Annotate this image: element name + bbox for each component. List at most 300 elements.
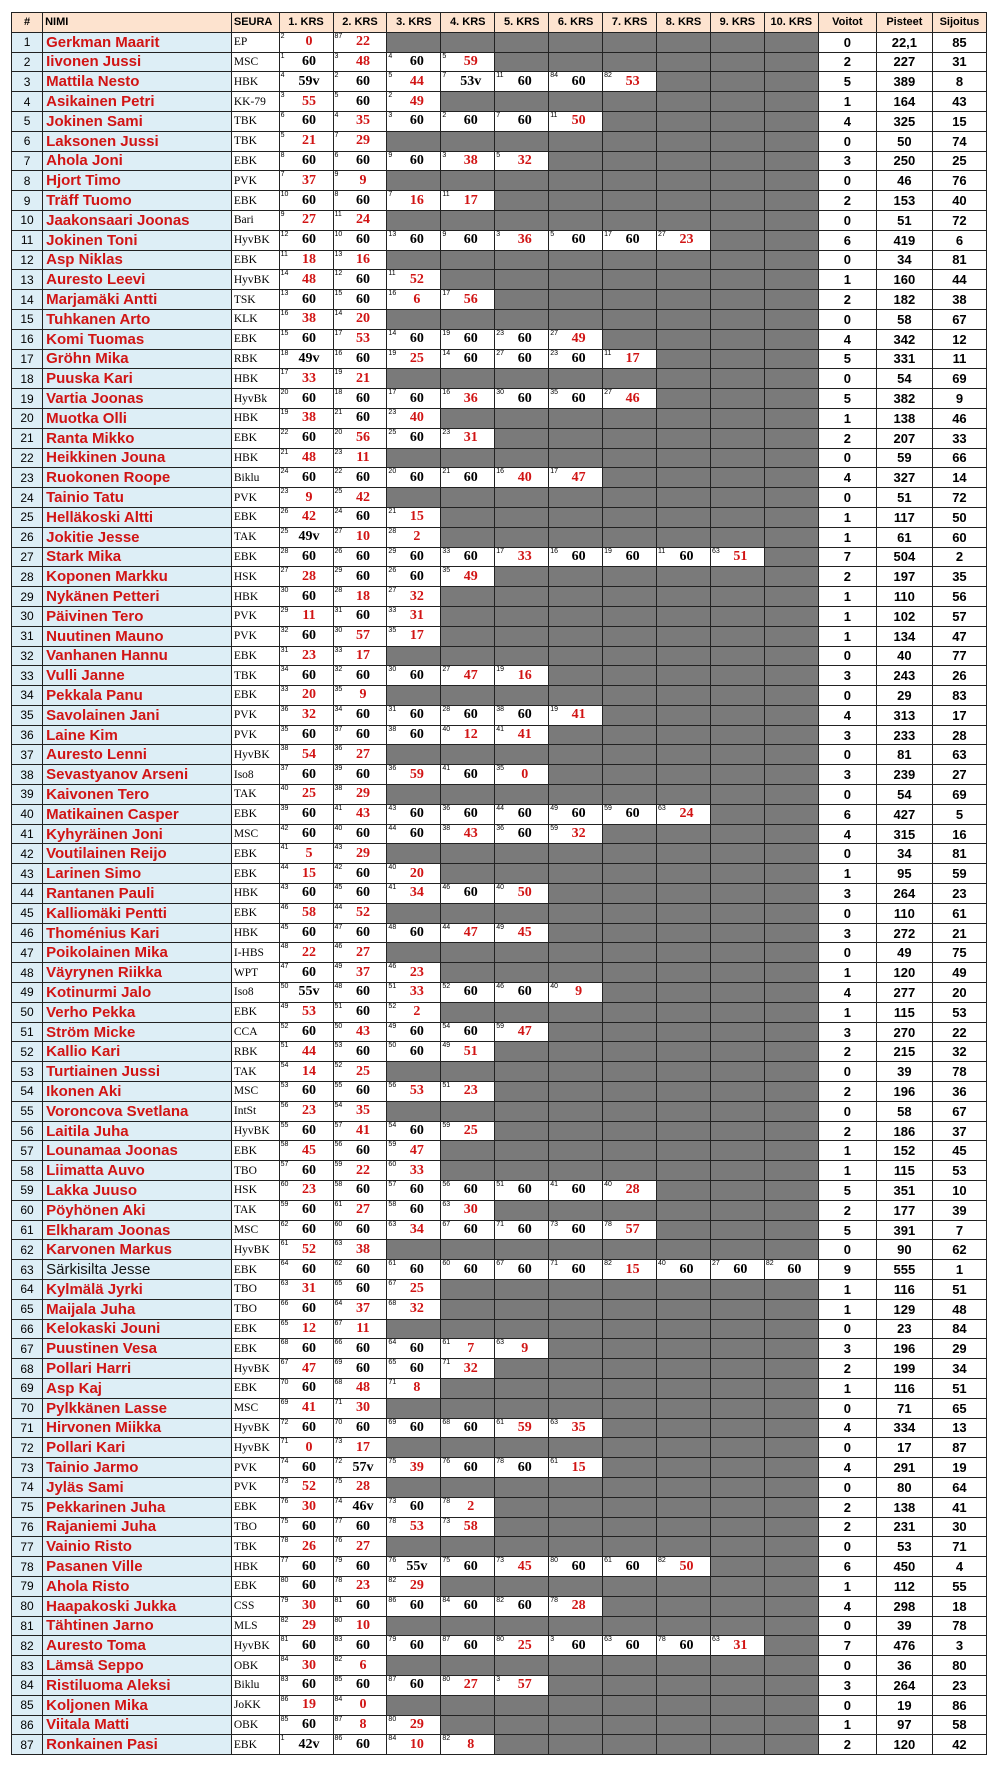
round-points: 51: [733, 548, 748, 564]
round-7-cell: [603, 408, 657, 428]
round-9-cell: [710, 1458, 764, 1478]
round-points: 55v: [298, 984, 320, 1000]
player-name: Kallio Kari: [43, 1042, 232, 1062]
round-8-cell: [657, 1359, 711, 1379]
opponent-number: 23: [496, 329, 505, 337]
round-6-cell: [549, 309, 603, 329]
player-club: RBK: [231, 1042, 279, 1062]
round-7-cell: [603, 547, 657, 567]
opponent-number: 31: [388, 705, 397, 713]
opponent-number: 78: [388, 1517, 397, 1525]
final-placing: 56: [932, 587, 986, 607]
row-number: 10: [12, 210, 43, 230]
header-round-3: 3. KRS: [387, 13, 441, 33]
round-1-cell: [279, 1121, 333, 1141]
round-6-cell: [549, 686, 603, 706]
round-7-cell: [603, 171, 657, 191]
round-6-cell: [549, 52, 603, 72]
round-points: 60: [409, 1360, 424, 1376]
round-2-cell: [333, 1616, 387, 1636]
wins-count: 2: [818, 1042, 876, 1062]
row-number: 7: [12, 151, 43, 171]
round-6-cell: [549, 72, 603, 92]
round-3-cell: [387, 903, 441, 923]
opponent-number: 82: [765, 1260, 774, 1268]
round-points: 15: [571, 1459, 586, 1475]
round-3-cell: [387, 923, 441, 943]
table-row: [12, 151, 987, 171]
table-row: [12, 171, 987, 191]
table-row: [12, 1378, 987, 1398]
round-4-cell: [441, 1220, 495, 1240]
total-points: 80: [876, 1477, 932, 1497]
round-7-cell: [603, 1062, 657, 1082]
row-number: 40: [12, 804, 43, 824]
player-name: Hjort Timo: [43, 171, 232, 191]
round-points: 12: [302, 1320, 317, 1336]
round-1-cell: [279, 686, 333, 706]
opponent-number: 22: [280, 428, 289, 436]
round-2-cell: [333, 686, 387, 706]
player-name: Pöyhönen Aki: [43, 1200, 232, 1220]
round-2-cell: [333, 1378, 387, 1398]
round-1-cell: [279, 1161, 333, 1181]
opponent-number: 21: [334, 408, 343, 416]
opponent-number: 20: [334, 428, 343, 436]
opponent-number: 63: [280, 1280, 289, 1287]
round-points: 60: [302, 727, 317, 743]
round-6-cell: [549, 587, 603, 607]
round-3-cell: [387, 1616, 441, 1636]
row-number: 63: [12, 1260, 43, 1280]
round-9-cell: [710, 408, 764, 428]
final-placing: 71: [932, 1537, 986, 1557]
player-name: Lakka Juuso: [43, 1181, 232, 1201]
player-name: Elkharam Joonas: [43, 1220, 232, 1240]
final-placing: 43: [932, 92, 986, 112]
round-4-cell: [441, 1656, 495, 1676]
round-points: 48: [355, 1380, 370, 1396]
round-1-cell: [279, 1398, 333, 1418]
round-points: 42: [355, 489, 370, 505]
round-8-cell: [657, 1062, 711, 1082]
round-5-cell: [495, 1517, 549, 1537]
round-7-cell: [603, 1101, 657, 1121]
round-7-cell: [603, 507, 657, 527]
opponent-number: 23: [442, 428, 451, 436]
player-club: EBK: [231, 1141, 279, 1161]
round-7-cell: [603, 428, 657, 448]
table-row: [12, 210, 987, 230]
round-points: 60: [302, 548, 317, 564]
table-row: [12, 1576, 987, 1596]
round-9-cell: [710, 428, 764, 448]
round-10-cell: [764, 72, 818, 92]
final-placing: 40: [932, 191, 986, 211]
round-8-cell: [657, 606, 711, 626]
round-points: 41: [571, 707, 586, 723]
row-number: 44: [12, 884, 43, 904]
round-2-cell: [333, 389, 387, 409]
wins-count: 2: [818, 1082, 876, 1102]
table-row: [12, 428, 987, 448]
round-3-cell: [387, 1022, 441, 1042]
round-points: 60: [355, 1261, 370, 1277]
round-points: 47: [302, 1360, 317, 1376]
opponent-number: 62: [334, 1260, 343, 1268]
player-name: Kyhyräinen Joni: [43, 824, 232, 844]
round-points: 60: [517, 984, 532, 1000]
opponent-number: 72: [280, 1418, 289, 1426]
opponent-number: 29: [388, 547, 397, 555]
round-7-cell: [603, 1181, 657, 1201]
opponent-number: 78: [496, 1458, 505, 1466]
total-points: 196: [876, 1082, 932, 1102]
final-placing: 2: [932, 547, 986, 567]
row-number: 28: [12, 567, 43, 587]
round-10-cell: [764, 686, 818, 706]
row-number: 32: [12, 646, 43, 666]
round-6-cell: [549, 626, 603, 646]
opponent-number: 18: [280, 349, 289, 357]
opponent-number: 69: [334, 1359, 343, 1367]
round-5-cell: [495, 1082, 549, 1102]
row-number: 79: [12, 1576, 43, 1596]
opponent-number: 47: [334, 923, 343, 931]
round-1-cell: [279, 745, 333, 765]
opponent-number: 50: [280, 983, 289, 991]
round-points: 44: [409, 73, 424, 89]
final-placing: 50: [932, 507, 986, 527]
round-points: 10: [409, 1736, 424, 1752]
opponent-number: 31: [334, 606, 343, 614]
opponent-number: 5: [442, 52, 447, 60]
round-1-cell: [279, 250, 333, 270]
opponent-number: 19: [550, 705, 558, 713]
player-name: Ahola Risto: [43, 1576, 232, 1596]
round-8-cell: [657, 230, 711, 250]
round-10-cell: [764, 349, 818, 369]
total-points: 315: [876, 824, 932, 844]
round-9-cell: [710, 488, 764, 508]
round-3-cell: [387, 468, 441, 488]
opponent-number: 54: [334, 1101, 343, 1109]
round-7-cell: [603, 1656, 657, 1676]
table-row: [12, 1042, 987, 1062]
round-7-cell: [603, 1616, 657, 1636]
opponent-number: 16: [442, 389, 451, 397]
opponent-number: 44: [388, 824, 397, 832]
row-number: 3: [12, 72, 43, 92]
round-points: 60: [463, 707, 478, 723]
table-row: [12, 1260, 987, 1280]
wins-count: 0: [818, 309, 876, 329]
player-name: Karvonen Markus: [43, 1240, 232, 1260]
wins-count: 0: [818, 943, 876, 963]
final-placing: 47: [932, 626, 986, 646]
round-points: 60: [302, 1123, 317, 1139]
player-club: MSC: [231, 824, 279, 844]
final-placing: 44: [932, 270, 986, 290]
wins-count: 4: [818, 705, 876, 725]
row-number: 58: [12, 1161, 43, 1181]
round-3-cell: [387, 428, 441, 448]
round-points: 60: [409, 568, 424, 584]
player-name: Stark Mika: [43, 547, 232, 567]
round-5-cell: [495, 52, 549, 72]
opponent-number: 49: [442, 1042, 451, 1050]
wins-count: 5: [818, 1181, 876, 1201]
round-7-cell: [603, 1378, 657, 1398]
table-row: [12, 1675, 987, 1695]
round-points: 60: [355, 1340, 370, 1356]
opponent-number: 63: [496, 1339, 505, 1347]
opponent-number: 53: [280, 1082, 289, 1090]
round-9-cell: [710, 1062, 764, 1082]
round-8-cell: [657, 547, 711, 567]
round-1-cell: [279, 1280, 333, 1300]
player-club: EP: [231, 32, 279, 52]
row-number: 37: [12, 745, 43, 765]
round-9-cell: [710, 369, 764, 389]
total-points: 325: [876, 111, 932, 131]
opponent-number: 47: [280, 963, 289, 971]
round-8-cell: [657, 884, 711, 904]
round-6-cell: [549, 488, 603, 508]
round-points: 60: [409, 152, 424, 168]
opponent-number: 40: [550, 983, 558, 991]
round-points: 14: [302, 1063, 317, 1079]
player-name: Vanhanen Hannu: [43, 646, 232, 666]
round-7-cell: [603, 824, 657, 844]
player-name: Asikainen Petri: [43, 92, 232, 112]
table-row: [12, 587, 987, 607]
round-10-cell: [764, 488, 818, 508]
round-8-cell: [657, 587, 711, 607]
total-points: 81: [876, 745, 932, 765]
round-points: 60: [517, 1261, 532, 1277]
row-number: 30: [12, 606, 43, 626]
round-points: 60: [463, 1459, 478, 1475]
round-points: 27: [302, 212, 317, 228]
opponent-number: 86: [388, 1596, 397, 1604]
round-5-cell: [495, 765, 549, 785]
opponent-number: 27: [334, 527, 343, 535]
opponent-number: 42: [280, 824, 289, 832]
total-points: 17: [876, 1438, 932, 1458]
round-points: 60: [302, 925, 317, 941]
player-club: PVK: [231, 1458, 279, 1478]
round-2-cell: [333, 32, 387, 52]
round-points: 20: [409, 865, 424, 881]
player-name: Pekkala Panu: [43, 686, 232, 706]
player-name: Voroncova Svetlana: [43, 1101, 232, 1121]
round-9-cell: [710, 1002, 764, 1022]
final-placing: 75: [932, 943, 986, 963]
opponent-number: 40: [388, 864, 397, 872]
opponent-number: 17: [334, 329, 343, 337]
row-number: 70: [12, 1398, 43, 1418]
opponent-number: 13: [334, 250, 343, 258]
round-8-cell: [657, 963, 711, 983]
opponent-number: 3: [334, 52, 339, 60]
opponent-number: 38: [496, 705, 505, 713]
round-points: 60: [517, 350, 532, 366]
total-points: 59: [876, 448, 932, 468]
wins-count: 1: [818, 92, 876, 112]
row-number: 69: [12, 1378, 43, 1398]
round-1-cell: [279, 309, 333, 329]
round-3-cell: [387, 1517, 441, 1537]
round-points: 60: [302, 1202, 317, 1218]
row-number: 53: [12, 1062, 43, 1082]
final-placing: 39: [932, 1200, 986, 1220]
round-2-cell: [333, 171, 387, 191]
opponent-number: 81: [334, 1596, 343, 1604]
round-points: 60: [355, 1677, 370, 1693]
opponent-number: 33: [388, 606, 397, 614]
wins-count: 5: [818, 1220, 876, 1240]
round-7-cell: [603, 1319, 657, 1339]
round-3-cell: [387, 1280, 441, 1300]
round-8-cell: [657, 1438, 711, 1458]
round-4-cell: [441, 408, 495, 428]
round-10-cell: [764, 1022, 818, 1042]
round-8-cell: [657, 1576, 711, 1596]
opponent-number: 67: [334, 1319, 343, 1327]
round-6-cell: [549, 191, 603, 211]
row-number: 14: [12, 290, 43, 310]
round-5-cell: [495, 1042, 549, 1062]
opponent-number: 59: [280, 1200, 289, 1208]
round-5-cell: [495, 725, 549, 745]
total-points: 391: [876, 1220, 932, 1240]
opponent-number: 29: [280, 606, 289, 614]
round-8-cell: [657, 1418, 711, 1438]
round-points: 48: [355, 53, 370, 69]
opponent-number: 59: [334, 1161, 343, 1169]
player-club: HyvBK: [231, 745, 279, 765]
total-points: 277: [876, 983, 932, 1003]
opponent-number: 24: [334, 507, 343, 515]
player-name: Nykänen Petteri: [43, 587, 232, 607]
round-1-cell: [279, 1517, 333, 1537]
round-points: 60: [302, 390, 317, 406]
round-points: 60: [355, 707, 370, 723]
total-points: 51: [876, 488, 932, 508]
wins-count: 0: [818, 171, 876, 191]
round-9-cell: [710, 527, 764, 547]
round-8-cell: [657, 646, 711, 666]
player-club: HyvBK: [231, 1359, 279, 1379]
row-number: 52: [12, 1042, 43, 1062]
round-9-cell: [710, 52, 764, 72]
round-points: 38: [463, 152, 478, 168]
opponent-number: 82: [658, 1557, 666, 1565]
player-club: HBK: [231, 408, 279, 428]
round-points: 60: [355, 826, 370, 842]
player-club: HyvBK: [231, 1418, 279, 1438]
wins-count: 0: [818, 1656, 876, 1676]
player-name: Jokitie Jesse: [43, 527, 232, 547]
table-row: [12, 1359, 987, 1379]
round-8-cell: [657, 745, 711, 765]
round-1-cell: [279, 349, 333, 369]
player-club: KK-79: [231, 92, 279, 112]
round-10-cell: [764, 270, 818, 290]
opponent-number: 12: [334, 270, 343, 278]
round-points: 58: [463, 1518, 478, 1534]
round-points: 32: [409, 1301, 424, 1317]
opponent-number: 84: [388, 1735, 397, 1743]
round-3-cell: [387, 1695, 441, 1715]
round-3-cell: [387, 408, 441, 428]
round-points: 15: [302, 865, 317, 881]
opponent-number: 36: [334, 745, 343, 753]
round-4-cell: [441, 507, 495, 527]
round-3-cell: [387, 745, 441, 765]
player-club: CCA: [231, 1022, 279, 1042]
total-points: 152: [876, 1141, 932, 1161]
round-1-cell: [279, 191, 333, 211]
table-row: [12, 1477, 987, 1497]
player-name: Ranta Mikko: [43, 428, 232, 448]
row-number: 20: [12, 408, 43, 428]
round-5-cell: [495, 92, 549, 112]
player-name: Vartia Joonas: [43, 389, 232, 409]
row-number: 46: [12, 923, 43, 943]
round-points: 60: [409, 1043, 424, 1059]
opponent-number: 27: [711, 1260, 720, 1268]
round-6-cell: [549, 1656, 603, 1676]
final-placing: 76: [932, 171, 986, 191]
round-1-cell: [279, 488, 333, 508]
round-points: 60: [517, 113, 532, 129]
opponent-number: 11: [442, 191, 450, 199]
round-8-cell: [657, 1656, 711, 1676]
round-5-cell: [495, 131, 549, 151]
round-3-cell: [387, 983, 441, 1003]
opponent-number: 11: [604, 349, 612, 357]
player-name: Vainio Risto: [43, 1537, 232, 1557]
round-points: 17: [625, 350, 640, 366]
row-number: 60: [12, 1200, 43, 1220]
round-6-cell: [549, 606, 603, 626]
round-points: 60: [355, 73, 370, 89]
round-2-cell: [333, 230, 387, 250]
round-3-cell: [387, 884, 441, 904]
round-points: 55: [302, 93, 317, 109]
round-points: 17: [463, 192, 478, 208]
round-points: 60: [679, 1261, 694, 1277]
round-5-cell: [495, 1477, 549, 1497]
table-row: [12, 1062, 987, 1082]
round-points: 29: [355, 845, 370, 861]
round-2-cell: [333, 1477, 387, 1497]
total-points: 138: [876, 1497, 932, 1517]
round-10-cell: [764, 943, 818, 963]
round-3-cell: [387, 369, 441, 389]
round-points: 45: [517, 1558, 532, 1574]
round-7-cell: [603, 488, 657, 508]
opponent-number: 43: [388, 804, 397, 812]
opponent-number: 2: [442, 111, 447, 119]
round-8-cell: [657, 1299, 711, 1319]
round-10-cell: [764, 1477, 818, 1497]
round-2-cell: [333, 527, 387, 547]
player-name: Pollari Harri: [43, 1359, 232, 1379]
round-5-cell: [495, 1418, 549, 1438]
